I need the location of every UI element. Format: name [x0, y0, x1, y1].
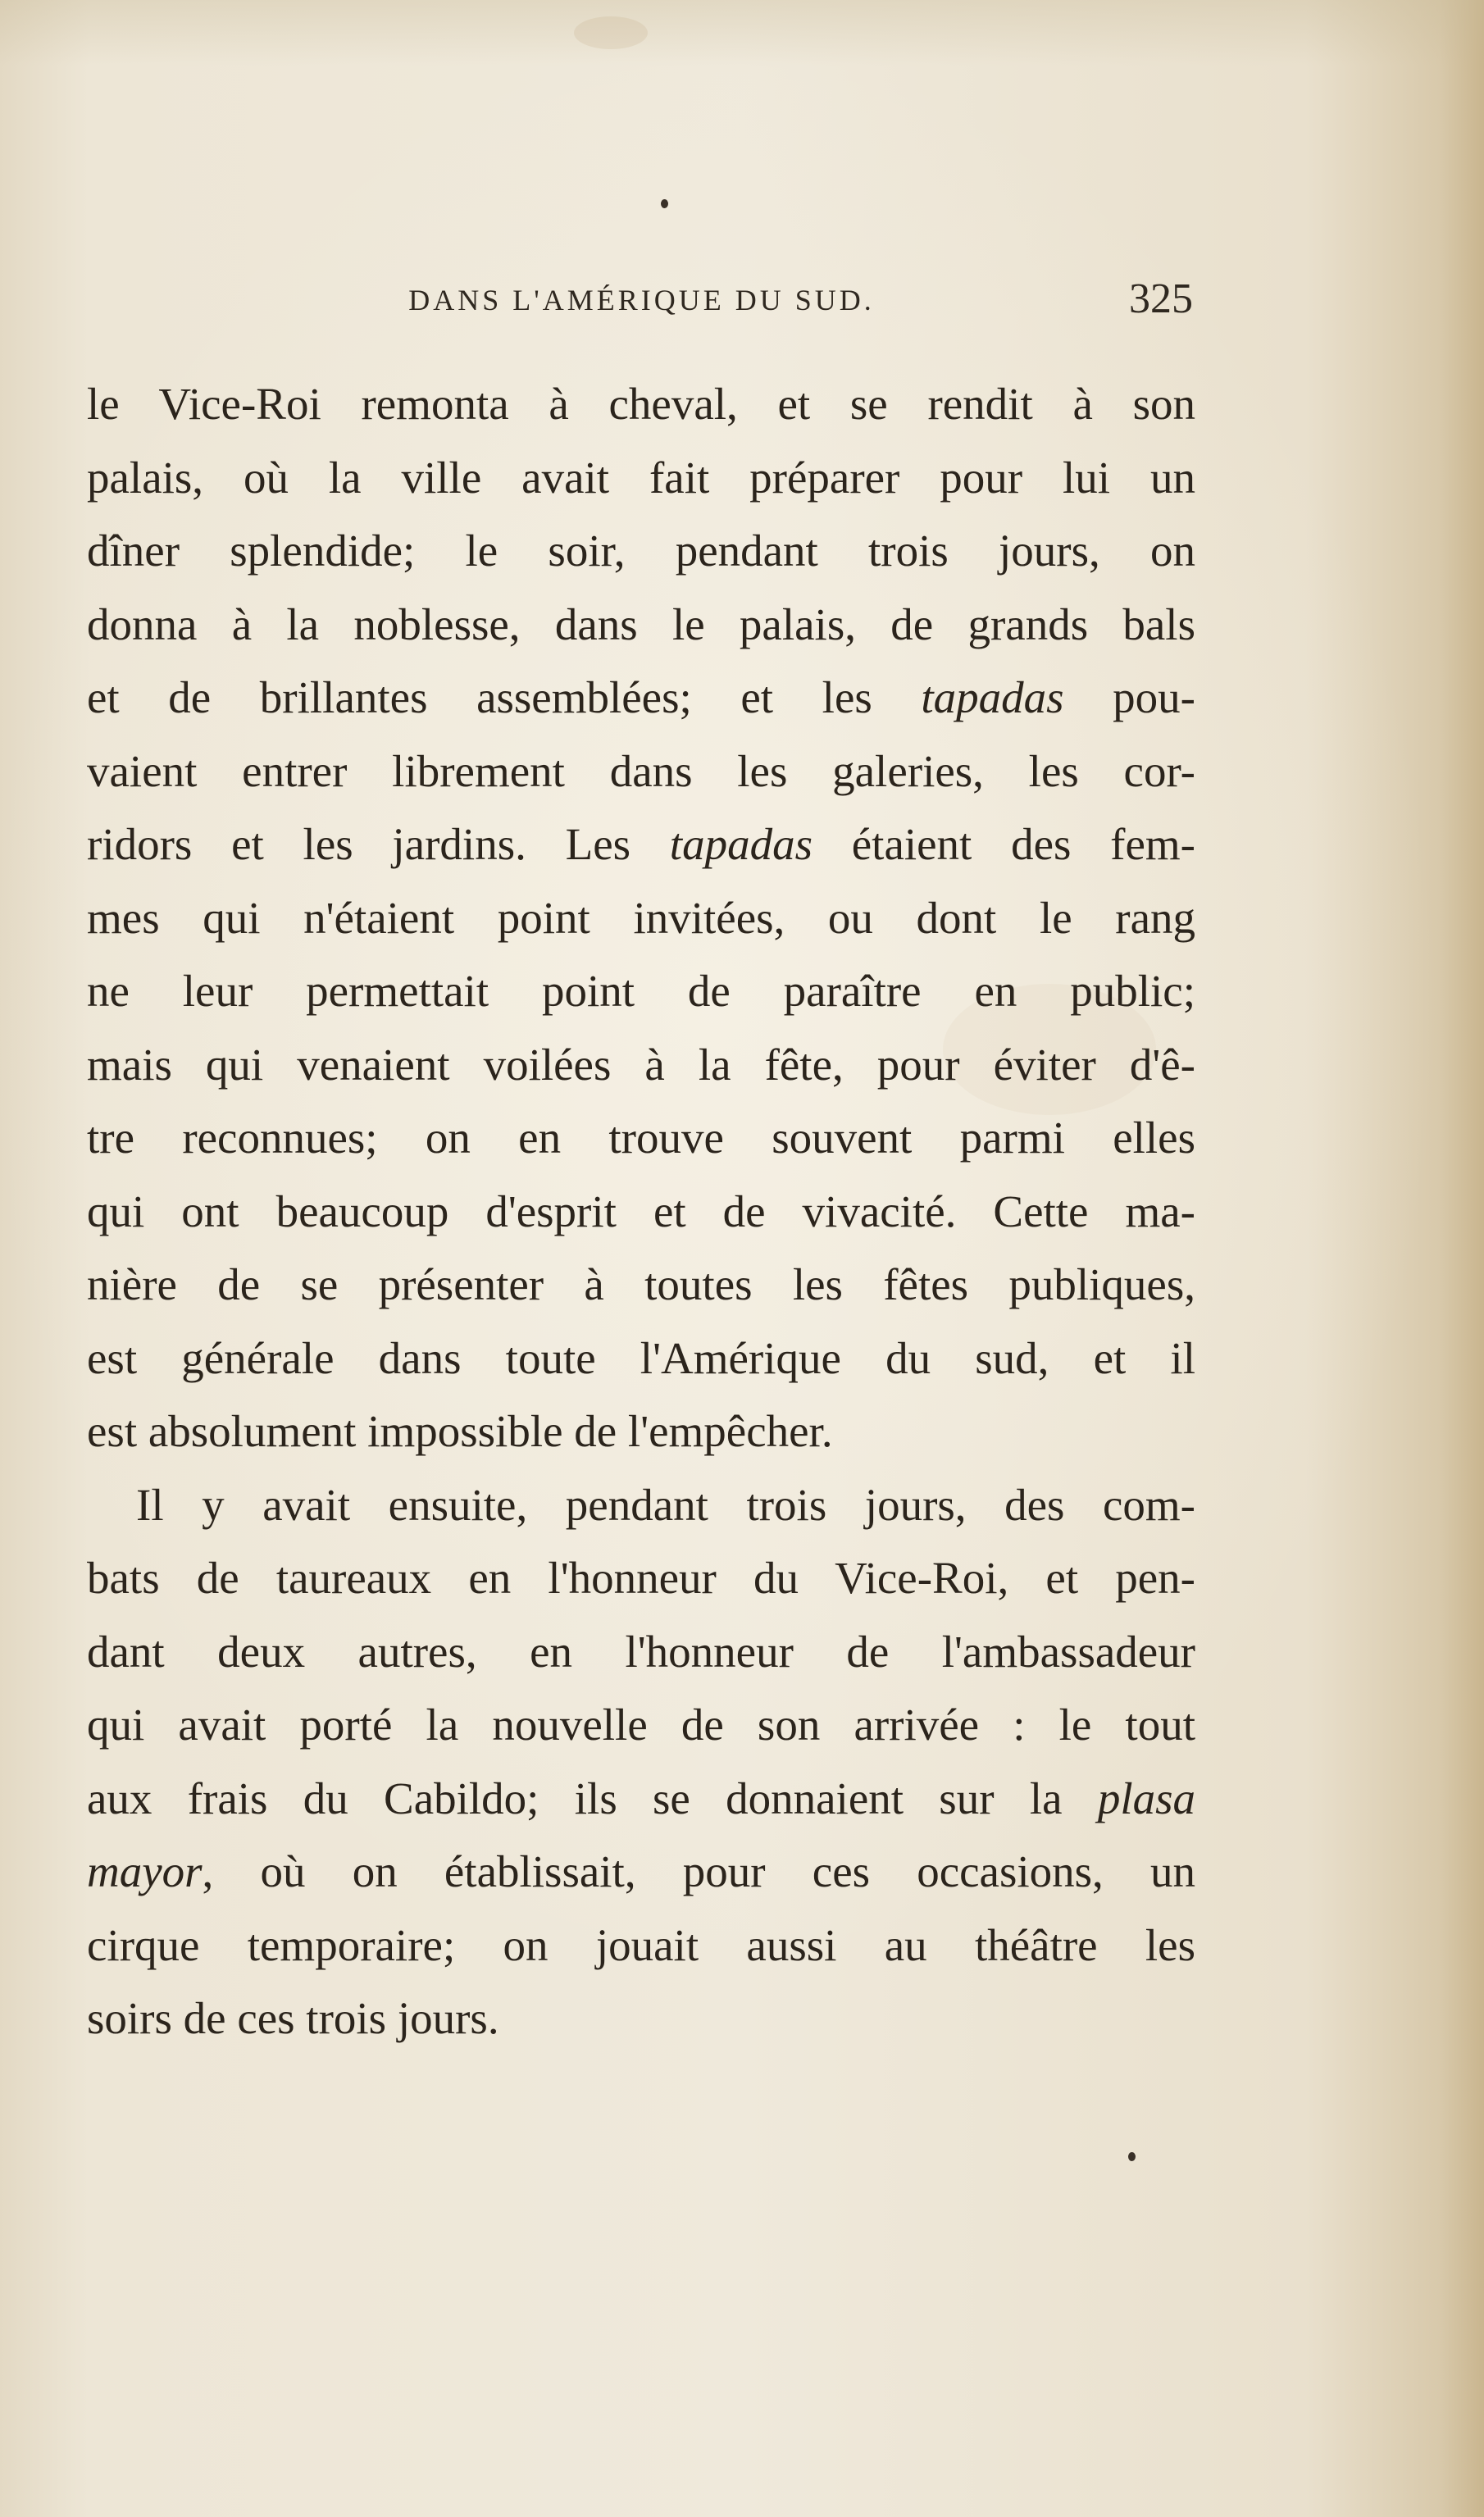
paragraph-last-line: soirs de ces trois jours. — [87, 1993, 499, 2043]
text-line: vaient entrer librement dans les galeries, les cor- — [87, 745, 1195, 796]
italic-term: mayor — [87, 1846, 203, 1896]
paragraph-last-line: est absolument impossible de l'empêcher. — [87, 1406, 833, 1456]
text-line: et de brillantes assemblées; et les tapadas pou- — [87, 672, 1195, 722]
italic-term: plasa — [1097, 1773, 1195, 1823]
printer-mark-top — [661, 199, 668, 208]
text-line: mais qui venaient voilées à la fête, pour éviter d'ê- — [87, 1039, 1195, 1090]
text-line: aux frais du Cabildo; ils se donnaient sur la plasa — [87, 1773, 1195, 1823]
text-line: qui ont beaucoup d'esprit et de vivacité. Cette ma- — [87, 1186, 1195, 1236]
text-line: le Vice-Roi remonta à cheval, et se rendit à son — [87, 379, 1195, 429]
text-line: est générale dans toute l'Amérique du sud, et il — [87, 1332, 1195, 1383]
text-line: bats de taureaux en l'honneur du Vice-Roi, et pen- — [87, 1553, 1195, 1603]
text-line: dant deux autres, en l'honneur de l'ambassadeur — [87, 1626, 1195, 1677]
text-line: mes qui n'étaient point invitées, ou dont le rang — [87, 892, 1195, 943]
text-line: nière de se présenter à toutes les fêtes publiques, — [87, 1259, 1195, 1309]
text-line: mayor, où on établissait, pour ces occasions, un — [87, 1846, 1195, 1896]
page-number: 325 — [1129, 275, 1193, 322]
paragraph-first-line: Il y avait ensuite, pendant trois jours, des com- — [136, 1479, 1195, 1530]
text-line: ridors et les jardins. Les tapadas étaient des fem- — [87, 819, 1195, 869]
italic-term: tapadas — [669, 819, 813, 869]
body-text — [87, 367, 1195, 2055]
text-line: tre reconnues; on en trouve souvent parmi elles — [87, 1113, 1195, 1163]
running-head — [90, 275, 1193, 340]
text-line: dîner splendide; le soir, pendant trois jours, on — [87, 526, 1195, 576]
printer-mark-bottom — [1128, 2152, 1136, 2161]
text-line: donna à la noblesse, dans le palais, de grands bals — [87, 599, 1195, 649]
text-line: cirque temporaire; on jouait aussi au théâtre les — [87, 1919, 1195, 1970]
text-line: ne leur permettait point de paraître en public; — [87, 966, 1195, 1016]
text-line: qui avait porté la nouvelle de son arrivée : le tout — [87, 1700, 1195, 1750]
paper-stain — [574, 16, 648, 49]
text-line: palais, où la ville avait fait préparer pour lui un — [87, 452, 1195, 503]
italic-term: tapadas — [921, 672, 1064, 722]
running-title: DANS L'AMÉRIQUE DU SUD. — [408, 284, 875, 316]
page-top-shading — [0, 0, 1484, 66]
